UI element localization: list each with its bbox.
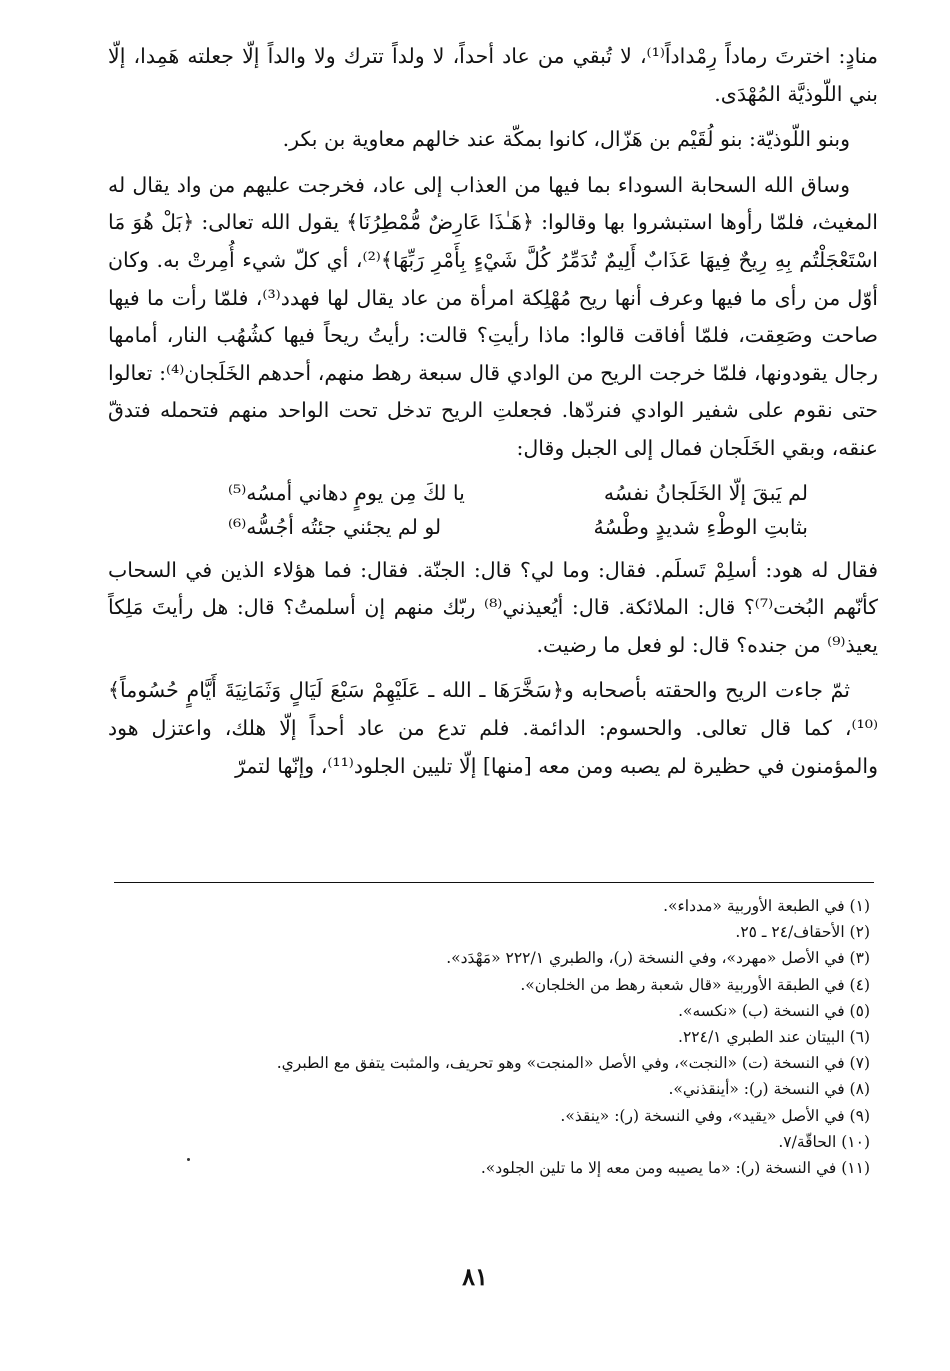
verse-hemistich-right: لم يَبقَ إلّا الخَلَجانُ نفسُه [603,480,808,505]
stray-mark [187,1158,190,1161]
page-number: ٨١ [462,1262,488,1291]
footnote: (٨) في النسخة (ر): «أينقذني». [668,1080,870,1099]
footnote: (٥) في النسخة (ب) «نكسه». [678,1001,870,1020]
footnote: (٩) في الأصل «يقيد»، وفي النسخة (ر): «ينقذ». [560,1106,870,1125]
paragraph: ثمّ جاءت الريح والحقته بأصحابه و﴿سَخَّرَهَا ـ الله ـ عَلَيْهِمْ سَبْعَ لَيَالٍ وَثَمَانِيَةَ أَيَّامٍ حُسُوماً﴾⁽¹⁰⁾، كما قال تعالى. والحسوم: الدائمة. فلم تدع من عاد أحداً إلّا هلك، واعتزل هود والمؤمنون في حظيرة لم يصبه ومن معه [منها] إلّا تليين الجلود⁽¹¹⁾، وإنّها لتمرّ [108,678,878,778]
paragraph: وساق الله السحابة السوداء بما فيها من العذاب إلى عاد، فخرجت عليهم من واد يقال له المغيث، فلمّا رأوها استبشروا بها وقالوا: ﴿هَـٰذَا عَارِضٌ مُّمْطِرُنَا﴾ يقول الله تعالى: ﴿بَلْ هُوَ مَا اسْتَعْجَلْتُم بِهِ رِيحٌ فِيهَا عَذَابٌ أَلِيمٌ تُدَمِّرُ كُلَّ شَيْءٍ بِأَمْرِ رَبِّهَا﴾⁽²⁾، أي كلّ شيء أُمِرتْ به. وكان أوّل من رأى ما فيها وعرف أنها ريح مُهْلِكة امرأة من عاد يقال لها فهدد⁽³⁾، فلمّا رأت ما فيها صاحت وصَعِقت، فلمّا أفاقت قالوا: ماذا رأيتِ؟ قالت: رأيتُ ريحاً فيها كشُهُب النار، أمامها رجال يقودونها، فلمّا خرجت الريح من الوادي قال سبعة رهط منهم، أحدهم الخَلَجان⁽⁴⁾: تعالوا حتى نقوم على شفير الوادي فنردّها. فجعلتِ الريح تدخل تحت الواحد منهم فتحمله فتدقّ عنقه، وبقي الخَلَجان فمال إلى الجبل وقال: [108,172,878,460]
paragraph: فقال له هود: أسلِمْ تَسلَم. فقال: وما لي؟ قال: الجنّة. فقال: فما هؤلاء الذين في السحاب كأنّهم البُخت⁽⁷⁾؟ قال: الملائكة. قال: أيُعيذني⁽⁸⁾ ربّك منهم إن أسلمتُ؟ قال: هل رأيتَ مَلِكاً يعيذ⁽⁹⁾ من جنده؟ قال: لو فعل ما رضيت. [108,557,878,657]
verse-line [108,476,878,510]
main-text [108,38,878,793]
verse-line [108,510,878,544]
verse-hemistich-left: يا لكَ مِن يومٍ دهاني أمسُه⁽⁵⁾ [228,480,465,505]
footnote: (٧) في النسخة (ت) «النجت»، وفي الأصل «المنجت» وهو تحريف، والمثبت يتفق مع الطبري. [276,1054,870,1073]
footnote: (٢) الأحقاف/٢٤ ـ ٢٥. [735,923,870,942]
footnote: (٣) في الأصل «مهرد»، وفي النسخة (ر)، والطبري ٢٢٢/١ «مَهْدَد». [446,949,870,968]
footnote-divider [114,882,874,883]
paragraph: وبنو اللّوذيّة: بنو لُقَيْم بن هَزّال، كانوا بمكّة عند خالهم معاوية بن بكر. [282,127,850,152]
verse-hemistich-right: بثابتِ الوطْءِ شديدٍ وطْسُهُ [593,514,808,539]
paragraph: منادٍ: اخترتَ رماداً رِمْداداً⁽¹⁾، لا تُبقي من عاد أحداً، لا ولداً تترك ولا والداً إلّا جعلته هَمِدا، إلّا بني اللّوذيَّة المُهْدَى. [108,44,878,106]
footnotes [108,893,870,1181]
footnote: (٦) البيتان عند الطبري ٢٢٤/١. [678,1028,870,1047]
footnote: (١١) في النسخة (ر): «ما يصيبه ومن معه إلا ما تلين الجلود». [480,1159,870,1178]
footnote: (١) في الطبعة الأوربية «مدداء». [663,897,870,915]
verse-hemistich-left: لو لم يجئني جئتُه أجُسُّه⁽⁶⁾ [228,514,442,539]
footnote: (١٠) الحاقّة/٧. [778,1132,870,1151]
poem-verses [108,476,878,544]
footnote: (٤) في الطبقة الأوربية «قال شعبة رهط من الخلجان». [520,975,870,994]
